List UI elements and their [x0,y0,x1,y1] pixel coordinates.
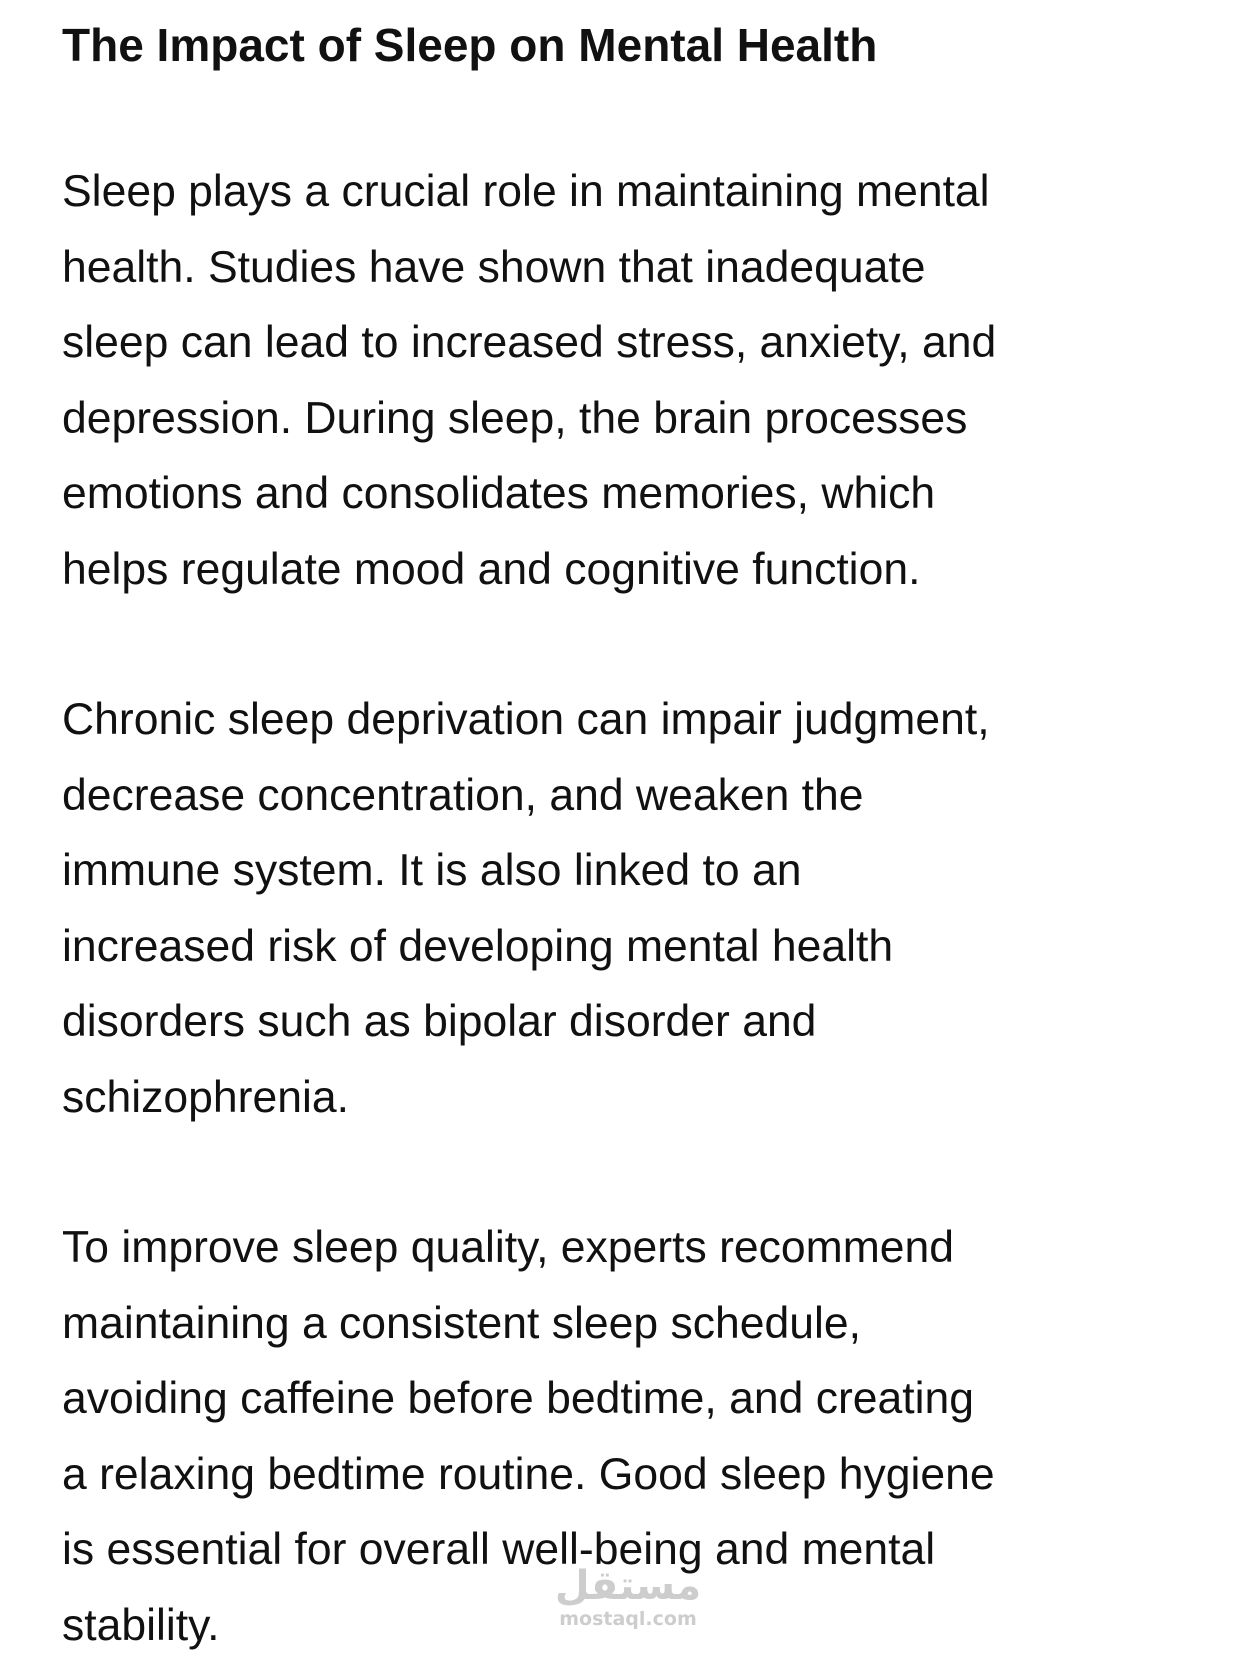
paragraph-line: stability. [62,1588,1182,1663]
paragraph-line: maintaining a consistent sleep schedule, [62,1286,1182,1362]
mostaql-watermark [548,1564,708,1640]
paragraph-line: increased risk of developing mental health [62,909,1182,985]
paragraph-line: a relaxing bedtime routine. Good sleep hygiene [62,1437,1182,1513]
paragraph-line: To improve sleep quality, experts recommend [62,1210,1182,1286]
watermark-logo: مستقل [548,1564,708,1608]
paragraph-line: schizophrenia. [62,1060,1182,1136]
paragraph-line: avoiding caffeine before bedtime, and creating [62,1361,1182,1437]
paragraph-1 [62,154,1182,607]
paragraph-line: Sleep plays a crucial role in maintaining mental [62,154,1182,230]
paragraph-line: sleep can lead to increased stress, anxiety, and [62,305,1182,381]
paragraph-2 [62,682,1182,1135]
paragraph-line: disorders such as bipolar disorder and [62,984,1182,1060]
paragraph-line: is essential for overall well-being and mental [62,1512,1182,1588]
watermark-url: mostaql.com [548,1608,708,1630]
paragraph-line: depression. During sleep, the brain processes [62,381,1182,457]
paragraph-line: health. Studies have shown that inadequate [62,230,1182,306]
paragraph-line: decrease concentration, and weaken the [62,758,1182,834]
article-title: The Impact of Sleep on Mental Health [62,0,1182,76]
article [62,0,1182,1663]
paragraph-line: emotions and consolidates memories, which [62,456,1182,532]
paragraph-line: helps regulate mood and cognitive function. [62,532,1182,608]
paragraph-line: immune system. It is also linked to an [62,833,1182,909]
paragraph-line: Chronic sleep deprivation can impair judgment, [62,682,1182,758]
